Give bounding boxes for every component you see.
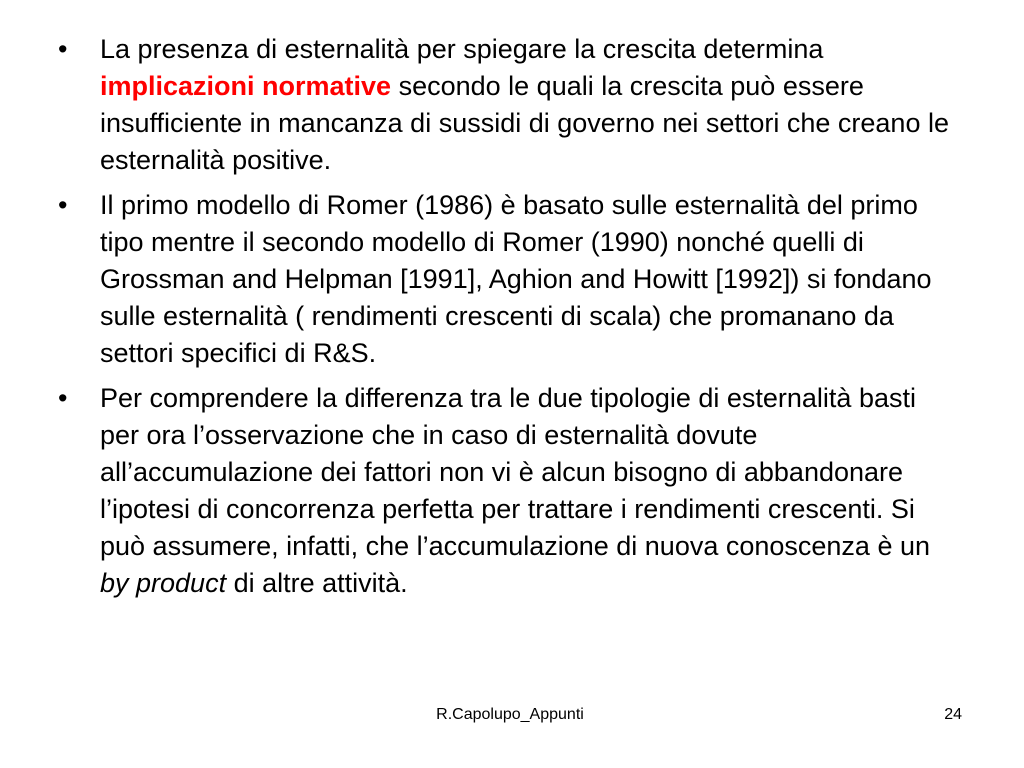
bullet-marker: •: [58, 383, 68, 413]
bullet-item-3: [58, 380, 958, 602]
highlight-normative-implications: implicazioni normative: [100, 71, 392, 101]
bullet-2-text: Il primo modello di Romer (1986) è basato sulle esternalità del primo tipo mentre il secondo modello di Romer (1990) nonché quelli di Grossman and Helpman [1991], Aghion and Howitt [1992]) si fondano sulle esternalità ( rendimenti crescenti di scala) che promanano da settori specifici di R&S.: [100, 190, 932, 368]
page-number: 24: [944, 706, 962, 723]
bullet-marker: •: [58, 34, 68, 64]
bullet-item-1: [58, 31, 958, 179]
bullet-1-text-end: secondo le quali la crescita può essere insufficiente in mancanza di sussidi di governo nei settori che creano le esternalità positive.: [100, 71, 949, 175]
bullet-marker: •: [58, 190, 68, 220]
bullet-3-text-start: Per comprendere la differenza tra le due tipologie di esternalità basti per ora l’osservazione che in caso di esternalità dovute all’accumulazione dei fattori non vi è alcun bisogno di abbandonare l’ipotesi di concorrenza perfetta per trattare i rendimenti crescenti. Si può assumere, infatti, che l’accumulazione di nuova conoscenza è un: [100, 383, 930, 561]
italic-by-product: by product: [100, 568, 227, 598]
bullet-3-text-end: di altre attività.: [226, 568, 408, 598]
bullet-1-text-start: La presenza di esternalità per spiegare la crescita determina: [100, 34, 824, 64]
footer-author: R.Capolupo_Appunti: [436, 706, 584, 723]
bullet-item-2: [58, 187, 958, 372]
bullet-list: [58, 31, 958, 610]
